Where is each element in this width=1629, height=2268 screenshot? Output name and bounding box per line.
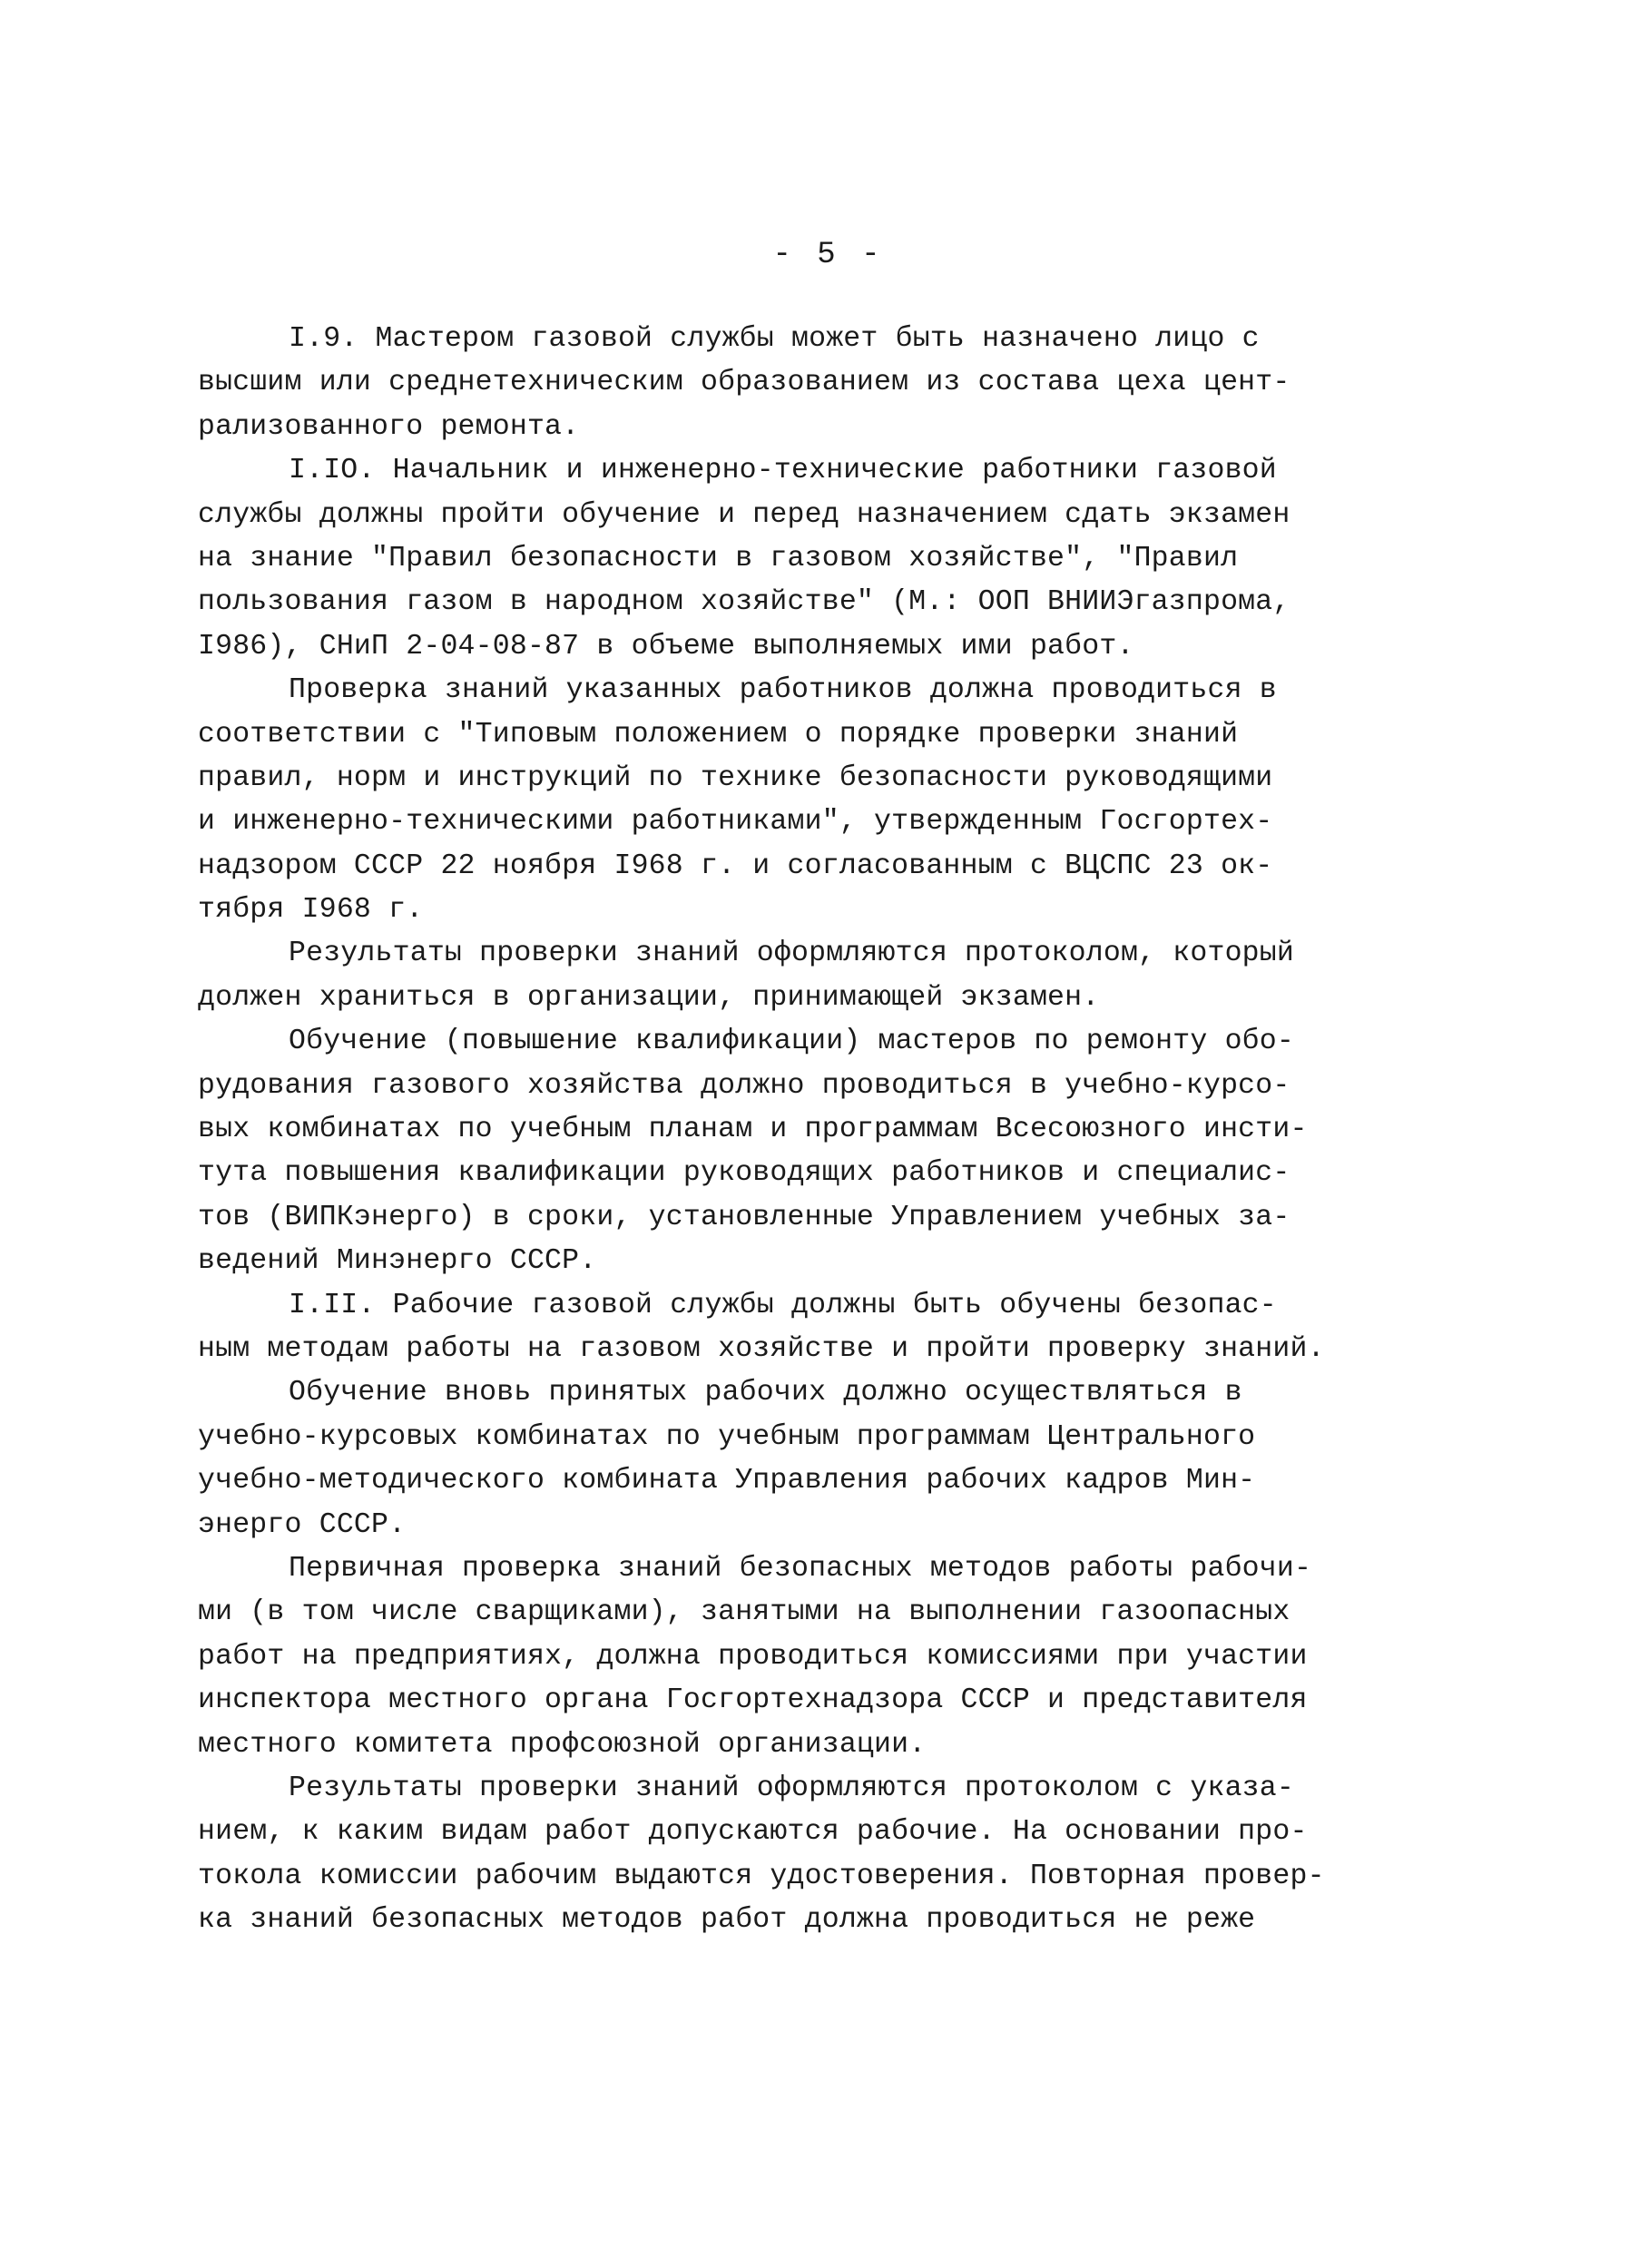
text-line: местного комитета профсоюзной организации. [198,1728,927,1761]
page-number: - 5 - [772,238,884,272]
text-line: надзором СССР 22 ноября I968 г. и согласованным с ВЦСПС 23 ок- [198,849,1273,882]
text-line: учебно-методического комбината Управления рабочих кадров Мин- [198,1465,1256,1497]
text-line: и инженерно-техническими работниками", утвержденным Госгортех- [198,806,1273,839]
text-line: I.II. Рабочие газовой службы должны быть обучены безопас- [289,1289,1277,1321]
text-line: нием, к каким видам работ допускаются рабочие. На основании про- [198,1816,1308,1849]
text-line: службы должны пройти обучение и перед назначением сдать экзамен [198,498,1290,531]
text-line: учебно-курсовых комбинатах по учебным программам Центрального [198,1420,1256,1453]
text-line: I986), СНиП 2-04-08-87 в объеме выполняемых ими работ. [198,630,1134,663]
text-line: I.9. Мастером газовой службы может быть назначено лицо с [289,323,1260,355]
text-line: токола комиссии рабочим выдаются удостоверения. Повторная провер- [198,1860,1325,1892]
text-line: рудования газового хозяйства должно проводиться в учебно-курсо- [198,1069,1290,1102]
text-line: вых комбинатах по учебным планам и программам Всесоюзного инсти- [198,1114,1308,1146]
text-line: высшим или среднетехническим образованием из состава цеха цент- [198,367,1290,399]
text-line: ми (в том числе сварщиками), занятыми на выполнении газоопасных [198,1596,1290,1629]
text-line: соответствии с "Типовым положением о порядке проверки знаний [198,718,1239,751]
text-line: I.IO. Начальник и инженерно-технические работники газовой [289,455,1277,487]
text-line: Результаты проверки знаний оформляются протоколом, который [289,938,1294,970]
text-line: Обучение (повышение квалификации) мастеров по ремонту обо- [289,1026,1294,1058]
text-line: на знание "Правил безопасности в газовом хозяйстве", "Правил [198,542,1239,574]
text-line: тября I968 г. [198,894,424,927]
text-line: тов (ВИПКэнерго) в сроки, установленные Управлением учебных за- [198,1201,1290,1233]
text-line: Обучение вновь принятых рабочих должно осуществляться в [289,1377,1242,1409]
text-line: рализованного ремонта. [198,410,580,443]
text-line: Первичная проверка знаний безопасных методов работы рабочи- [289,1552,1312,1585]
text-line: инспектора местного органа Госгортехнадзора СССР и представителя [198,1684,1308,1717]
text-line: ведений Минэнерго СССР. [198,1245,597,1278]
text-line: ным методам работы на газовом хозяйстве и пройти проверку знаний. [198,1332,1325,1365]
text-line: правил, норм и инструкций по технике безопасности руководящими [198,761,1273,794]
body-text [198,318,1378,1942]
text-line: Результаты проверки знаний оформляются протоколом с указа- [289,1772,1294,1804]
text-line: должен храниться в организации, принимающей экзамен. [198,981,1100,1014]
text-line: тута повышения квалификации руководящих работников и специалис- [198,1157,1290,1190]
text-line: энерго СССР. [198,1508,407,1541]
text-line: работ на предприятиях, должна проводиться комиссиями при участии [198,1640,1308,1673]
text-line: ка знаний безопасных методов работ должна проводиться не реже [198,1904,1256,1937]
text-line: пользования газом в народном хозяйстве" (М.: ООП ВНИИЭгазпрома, [198,586,1290,619]
text-line: Проверка знаний указанных работников должна проводиться в [289,674,1277,707]
